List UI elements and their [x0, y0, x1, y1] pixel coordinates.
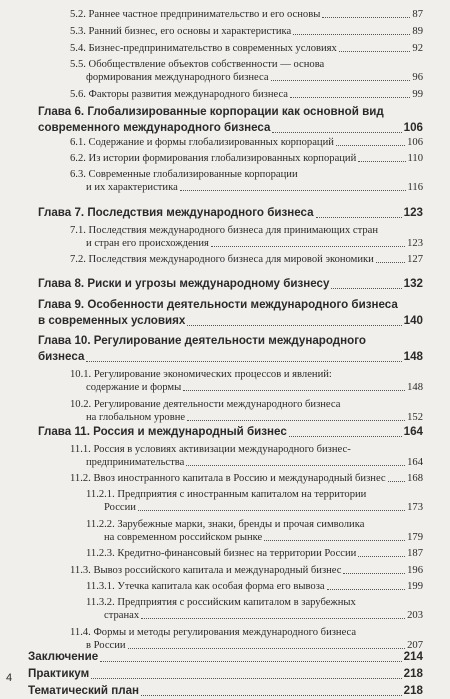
toc-page-number: 148 [407, 382, 423, 393]
toc-page-number: 127 [407, 254, 423, 265]
toc-entry-line1: 11.4. Формы и методы регулирования международного бизнеса [70, 627, 357, 638]
toc-page-number: 164 [403, 425, 423, 438]
toc-entry-line1: Глава 6. Глобализированные корпорации как основной вид [38, 105, 384, 118]
toc-entry-line1: 6.3. Современные глобализированные корпорации [70, 169, 298, 180]
toc-entry[interactable] [86, 580, 423, 593]
leader-dots [138, 510, 405, 511]
leader-dots [289, 436, 402, 437]
leader-dots [293, 34, 410, 35]
leader-dots [290, 97, 410, 98]
leader-dots [331, 288, 401, 289]
toc-chapter[interactable] [38, 349, 423, 365]
toc-entry[interactable] [70, 88, 423, 101]
toc-entry-line1: Глава 9. Особенности деятельности международного бизнеса [38, 298, 398, 311]
toc-entry-label: Заключение [28, 650, 99, 663]
leader-dots [339, 51, 411, 52]
toc-entry[interactable] [70, 564, 423, 577]
toc-entry[interactable] [86, 381, 423, 394]
toc-page-number: 203 [407, 610, 423, 621]
toc-entry-label: 5.3. Ранний бизнес, его основы и характеристика [70, 26, 292, 37]
toc-entry-label: 11.2.3. Кредитно-финансовый бизнес на территории России [86, 548, 357, 559]
toc-page-number: 132 [403, 277, 423, 290]
toc-chapter[interactable] [28, 649, 423, 665]
toc-page-number: 218 [403, 667, 423, 680]
toc-entry-line1: 10.1. Регулирование экономических процессов и явлений: [70, 369, 332, 380]
toc-entry-label: 11.3.1. Утечка капитала как особая форма его вывоза [86, 581, 325, 592]
toc-entry-label: 6.2. Из истории формирования глобализированных корпораций [70, 153, 357, 164]
toc-page-number: 179 [407, 532, 423, 543]
toc-page-number: 123 [403, 206, 423, 219]
toc-page-number: 106 [403, 121, 423, 134]
leader-dots [187, 420, 405, 421]
leader-dots [322, 17, 410, 18]
toc-page-number: 116 [407, 182, 423, 193]
toc-entry-label: Глава 8. Риски и угрозы международному бизнесу [38, 277, 330, 290]
toc-page-number: 187 [407, 548, 423, 559]
toc-entry-line1: 11.2.2. Зарубежные марки, знаки, бренды и прочая символика [86, 519, 365, 530]
toc-entry-label: 5.6. Факторы развития международного бизнеса [70, 89, 289, 100]
toc-page-number: 110 [407, 153, 423, 164]
toc-entry-label: странах [104, 610, 140, 621]
toc-entry-label: 5.2. Раннее частное предпринимательство и его основы [70, 9, 321, 20]
leader-dots [358, 161, 405, 162]
toc-page-number: 99 [412, 89, 423, 100]
toc-page-number: 218 [403, 684, 423, 697]
toc-page-number: 214 [403, 650, 423, 663]
toc-page-number: 148 [403, 350, 423, 363]
toc-entry-label: формирования международного бизнеса [86, 72, 269, 83]
toc-entry-label: 5.4. Бизнес-предпринимательство в современных условиях [70, 43, 337, 54]
leader-dots [141, 618, 405, 619]
toc-page-number: 199 [407, 581, 423, 592]
toc-entry-label: предпринимательства [86, 457, 185, 468]
toc-entry[interactable] [86, 71, 423, 84]
toc-entry-label: содержание и формы [86, 382, 182, 393]
page-number: 4 [6, 672, 13, 684]
toc-entry[interactable] [104, 531, 423, 544]
toc-entry-line1: 11.3.2. Предприятия с российским капиталом в зарубежных [86, 597, 356, 608]
leader-dots [376, 262, 405, 263]
toc-page-number: 87 [412, 9, 423, 20]
leader-dots [183, 390, 405, 391]
toc-chapter[interactable] [28, 666, 423, 682]
toc-entry-label: на современном российском рынке [104, 532, 263, 543]
toc-entry[interactable] [104, 501, 423, 514]
toc-chapter[interactable] [38, 424, 423, 440]
leader-dots [343, 573, 405, 574]
leader-dots [100, 661, 401, 662]
toc-entry[interactable] [70, 472, 423, 485]
toc-page-number: 92 [412, 43, 423, 54]
toc-entry-label: Тематический план [28, 684, 140, 697]
toc-entry-label: современного международного бизнеса [38, 121, 271, 134]
toc-page-number: 173 [407, 502, 423, 513]
toc-entry[interactable] [70, 136, 423, 149]
toc-entry-label: в современных условиях [38, 314, 186, 327]
toc-entry-label: 11.2. Ввоз иностранного капитала в Россию и международный бизнес [70, 473, 386, 484]
toc-page-number: 123 [407, 238, 423, 249]
toc-entry-line1: 7.1. Последствия международного бизнеса для принимающих стран [70, 225, 379, 236]
toc-page-number: 96 [412, 72, 423, 83]
leader-dots [327, 589, 406, 590]
toc-entry[interactable] [86, 456, 423, 469]
leader-dots [187, 325, 401, 326]
toc-page-number: 106 [407, 137, 423, 148]
toc-entry-line1: 5.5. Обобществление объектов собственности — основа [70, 59, 325, 70]
toc-entry-label: бизнеса [38, 350, 85, 363]
toc-entry-label: России [104, 502, 136, 513]
toc-chapter[interactable] [38, 205, 423, 221]
toc-chapter[interactable] [28, 683, 423, 699]
leader-dots [180, 190, 406, 191]
toc-entry-label: Глава 7. Последствия международного бизнеса [38, 206, 314, 219]
toc-entry-label: на глобальном уровне [86, 412, 186, 423]
toc-entry-line1: Глава 10. Регулирование деятельности международного [38, 334, 366, 347]
toc-entry-label: 11.3. Вывоз российского капитала и международный бизнес [70, 565, 342, 576]
leader-dots [141, 695, 402, 696]
leader-dots [271, 80, 411, 81]
toc-entry[interactable] [86, 547, 423, 560]
toc-page-number: 164 [407, 457, 423, 468]
toc-entry-label: и их характеристика [86, 182, 178, 193]
toc-chapter[interactable] [38, 313, 423, 329]
toc-entry[interactable] [70, 25, 423, 38]
leader-dots [264, 540, 405, 541]
toc-entry[interactable] [70, 42, 423, 55]
leader-dots [272, 132, 401, 133]
toc-page-number: 207 [407, 640, 423, 651]
toc-page-number: 152 [407, 412, 423, 423]
toc-page-number: 140 [403, 314, 423, 327]
toc-entry[interactable] [86, 237, 423, 250]
leader-dots [358, 556, 405, 557]
toc-entry[interactable] [70, 8, 423, 21]
leader-dots [86, 361, 401, 362]
leader-dots [336, 145, 405, 146]
toc-entry[interactable] [70, 152, 423, 165]
leader-dots [211, 246, 405, 247]
toc-entry-label: 7.2. Последствия международного бизнеса для мировой экономики [70, 254, 374, 265]
toc-entry[interactable] [86, 181, 423, 194]
toc-entry-line1: 11.2.1. Предприятия с иностранным капиталом на территории [86, 489, 367, 500]
toc-entry-label: Практикум [28, 667, 90, 680]
toc-entry-label: и стран его происхождения [86, 238, 209, 249]
toc-entry-label: в России [86, 640, 126, 651]
leader-dots [186, 465, 405, 466]
toc-entry[interactable] [104, 609, 423, 622]
toc-entry-label: Глава 11. Россия и международный бизнес [38, 425, 287, 438]
toc-page-number: 168 [407, 473, 423, 484]
toc-chapter[interactable] [38, 276, 423, 292]
leader-dots [316, 217, 402, 218]
toc-entry-line1: 10.2. Регулирование деятельности международного бизнеса [70, 399, 341, 410]
toc-entry-label: 6.1. Содержание и формы глобализированных корпораций [70, 137, 334, 148]
toc-entry[interactable] [86, 411, 423, 424]
leader-dots [91, 678, 402, 679]
toc-entry-line1: 11.1. Россия в условиях активизации международного бизнес- [70, 444, 351, 455]
leader-dots [388, 481, 406, 482]
toc-entry[interactable] [70, 253, 423, 266]
toc-page-number: 196 [407, 565, 423, 576]
toc-chapter[interactable] [38, 120, 423, 136]
toc-page-number: 89 [412, 26, 423, 37]
